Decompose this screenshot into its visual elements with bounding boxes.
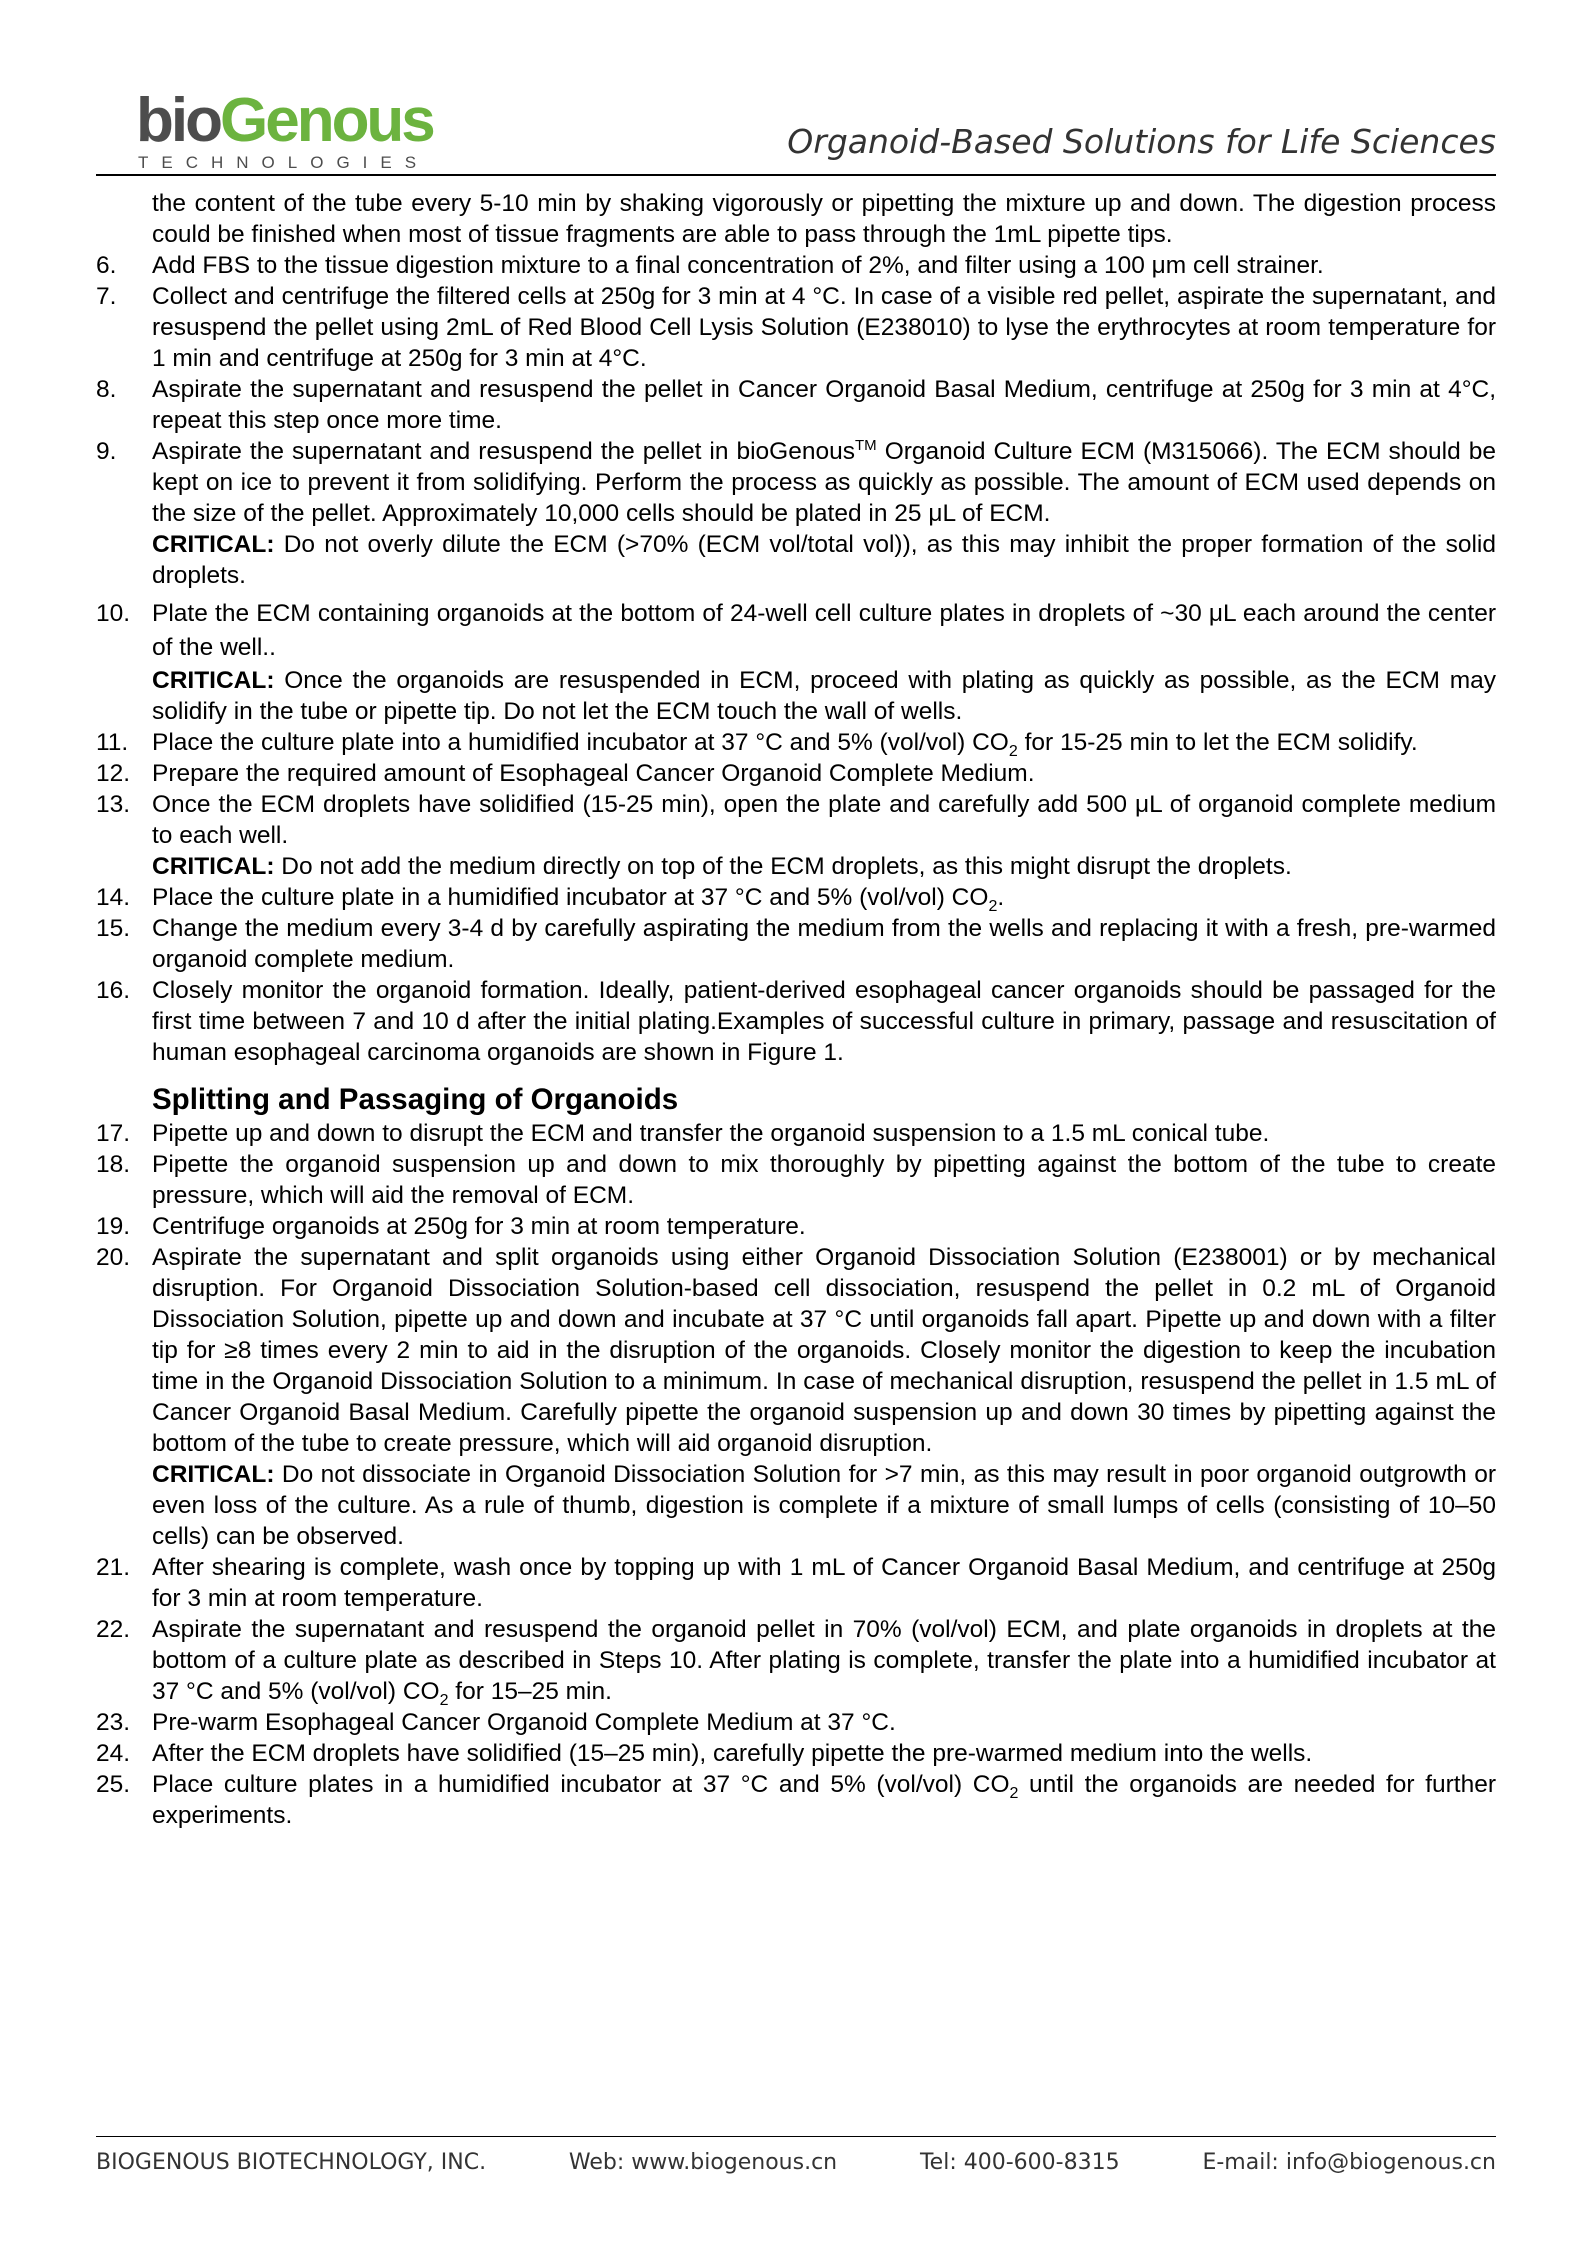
step-number: 8.: [96, 376, 117, 403]
step-23: [96, 1707, 1496, 1738]
logo-bio: bio: [136, 86, 220, 155]
step-number: 6.: [96, 252, 117, 279]
step-24: [96, 1738, 1496, 1769]
step-13-critical: [96, 851, 1496, 882]
step-number: 21.: [96, 1554, 131, 1581]
critical-text: Do not dissociate in Organoid Dissociation Solution for >7 min, as this may result in poor organoid outgrowth or even loss of the culture. As a rule of thumb, digestion is complete if a mixture of small lumps of cells (consisting of 10–50 cells) can be observed.: [152, 1461, 1496, 1550]
step-text: Pipette up and down to disrupt the ECM and transfer the organoid suspension to a 1.5 mL conical tube.: [152, 1120, 1270, 1147]
step-number: 7.: [96, 283, 117, 310]
step-text-cont: .: [997, 884, 1005, 911]
logo-genous: Genous: [219, 86, 433, 155]
step-10: [96, 597, 1496, 665]
subscript: 2: [439, 1691, 449, 1709]
step-9-critical: [96, 529, 1496, 591]
step-18: [96, 1149, 1496, 1211]
page-footer: [96, 2150, 1496, 2175]
biogenous-logo: [136, 86, 433, 172]
step-17: [96, 1118, 1496, 1149]
step-text-cont: until the organoids are needed for further experiments.: [152, 1771, 1496, 1829]
step-number: 19.: [96, 1213, 131, 1240]
intro-continuation: the content of the tube every 5-10 min by shaking vigorously or pipetting the mixture up and down. The digestion process could be finished when most of tissue fragments are able to pass through the 1mL pipette tips.: [152, 190, 1496, 248]
logo-wordmark: [136, 86, 433, 155]
step-text: Change the medium every 3-4 d by carefully aspirating the medium from the wells and replacing it with a fresh, pre-warmed organoid complete medium.: [152, 915, 1496, 973]
step-10-critical: [96, 665, 1496, 727]
step-16: [96, 975, 1496, 1068]
step-number: 23.: [96, 1709, 131, 1736]
step-12: [96, 758, 1496, 789]
step-text: Aspirate the supernatant and resuspend the organoid pellet in 70% (vol/vol) ECM, and plate organoids in droplets at the bottom of a culture plate as described in Steps 10. After plating is complete, transfer the plate into a humidified incubator at 37 °C and 5% (vol/vol) CO: [152, 1616, 1496, 1705]
step-number: 25.: [96, 1771, 131, 1798]
step-text: After the ECM droplets have solidified (15–25 min), carefully pipette the pre-warmed medium into the wells.: [152, 1740, 1313, 1767]
step-7: [96, 281, 1496, 374]
step-text: Pre-warm Esophageal Cancer Organoid Complete Medium at 37 °C.: [152, 1709, 896, 1736]
step-number: 15.: [96, 915, 131, 942]
step-20: [96, 1242, 1496, 1459]
step-22: [96, 1614, 1496, 1707]
subscript: 2: [1008, 742, 1018, 760]
step-text-cont: for 15-25 min to let the ECM solidify.: [1017, 729, 1418, 756]
critical-label: CRITICAL:: [152, 853, 275, 880]
step-number: 9.: [96, 438, 117, 465]
footer-email: E-mail: info@biogenous.cn: [1202, 2150, 1496, 2175]
step-text: Place the culture plate in a humidified incubator at 37 °C and 5% (vol/vol) CO: [152, 884, 989, 911]
section-title: Splitting and Passaging of Organoids: [152, 1083, 679, 1116]
subscript: 2: [988, 897, 998, 915]
step-number: 13.: [96, 791, 131, 818]
footer-company: BIOGENOUS BIOTECHNOLOGY, INC.: [96, 2150, 487, 2175]
footer-tel: Tel: 400-600-8315: [919, 2150, 1120, 2175]
step-number: 20.: [96, 1244, 131, 1271]
step-number: 16.: [96, 977, 131, 1004]
step-text: Closely monitor the organoid formation. Ideally, patient-derived esophageal cancer organoids should be passaged for the first time between 7 and 10 d after the initial plating.Examples of successful culture in primary, passage and resuscitation of human esophageal carcinoma organoids are shown in Figure 1.: [152, 977, 1496, 1066]
step-11: [96, 727, 1496, 758]
step-13: [96, 789, 1496, 851]
step-15: [96, 913, 1496, 975]
step-number: 22.: [96, 1616, 131, 1643]
trademark-sup: TM: [855, 436, 877, 454]
critical-text: Once the organoids are resuspended in ECM, proceed with plating as quickly as possible, as the ECM may solidify in the tube or pipette tip. Do not let the ECM touch the wall of wells.: [152, 667, 1496, 725]
step-21: [96, 1552, 1496, 1614]
step-text: Add FBS to the tissue digestion mixture to a final concentration of 2%, and filter using a 100 μm cell strainer.: [152, 252, 1324, 279]
critical-text: Do not overly dilute the ECM (>70% (ECM vol/total vol)), as this may inhibit the proper formation of the solid droplets.: [152, 531, 1496, 589]
page-header: [96, 86, 1496, 174]
step-19: [96, 1211, 1496, 1242]
step-text: Once the ECM droplets have solidified (15-25 min), open the plate and carefully add 500 μL of organoid complete medium to each well.: [152, 791, 1496, 849]
critical-label: CRITICAL:: [152, 667, 275, 694]
step-text: Place culture plates in a humidified incubator at 37 °C and 5% (vol/vol) CO: [152, 1771, 1010, 1798]
critical-label: CRITICAL:: [152, 531, 275, 558]
step-number: 24.: [96, 1740, 131, 1767]
step-number: 14.: [96, 884, 131, 911]
step-text: Pipette the organoid suspension up and down to mix thoroughly by pipetting against the bottom of the tube to create pressure, which will aid the removal of ECM.: [152, 1151, 1496, 1209]
step-text-cont: for 15–25 min.: [448, 1678, 612, 1705]
step-text-cont: Organoid Culture ECM (M315066). The ECM should be kept on ice to prevent it from solidifying. Perform the process as quickly as possible. The amount of ECM used depends on the size of the pellet. Approximately 10,000 cells should be plated in 25 μL of ECM.: [152, 438, 1496, 527]
step-20-critical: [96, 1459, 1496, 1552]
subscript: 2: [1009, 1784, 1019, 1802]
step-number: 18.: [96, 1151, 131, 1178]
step-text: After shearing is complete, wash once by topping up with 1 mL of Cancer Organoid Basal Medium, and centrifuge at 250g for 3 min at room temperature.: [152, 1554, 1496, 1612]
step-text: Aspirate the supernatant and split organoids using either Organoid Dissociation Solution (E238001) or by mechanical disruption. For Organoid Dissociation Solution-based cell dissociation, resuspend the pellet in 0.2 mL of Organoid Dissociation Solution, pipette up and down and incubate at 37 °C until organoids fall apart. Pipette up and down with a filter tip for ≥8 times every 2 min to aid in the disruption of the organoids. Closely monitor the digestion to keep the incubation time in the Organoid Dissociation Solution to a minimum. In case of mechanical disruption, resuspend the pellet in 1.5 mL of Cancer Organoid Basal Medium. Carefully pipette the organoid suspension up and down 30 times by pipetting against the bottom of the tube to create pressure, which will aid organoid disruption.: [152, 1244, 1496, 1457]
step-number: 12.: [96, 760, 131, 787]
critical-text: Do not add the medium directly on top of the ECM droplets, as this might disrupt the droplets.: [274, 853, 1292, 880]
header-tagline: Organoid-Based Solutions for Life Sciences: [787, 122, 1496, 161]
header-divider: [96, 174, 1496, 176]
step-text: Aspirate the supernatant and resuspend the pellet in Cancer Organoid Basal Medium, centrifuge at 250g for 3 min at 4°C, repeat this step once more time.: [152, 376, 1496, 434]
step-number: 11.: [96, 729, 129, 756]
step-14: [96, 882, 1496, 913]
step-text: Plate the ECM containing organoids at the bottom of 24-well cell culture plates in droplets of ~30 μL each around the center of the well..: [152, 600, 1496, 661]
step-6: [96, 250, 1496, 281]
document-body: [96, 188, 1496, 1831]
step-9: [96, 436, 1496, 529]
step-text: Aspirate the supernatant and resuspend the pellet in bioGenous: [152, 438, 855, 465]
footer-web: Web: www.biogenous.cn: [568, 2150, 838, 2175]
step-text: Place the culture plate into a humidified incubator at 37 °C and 5% (vol/vol) CO: [152, 729, 1009, 756]
critical-label: CRITICAL:: [152, 1461, 275, 1488]
step-text: Prepare the required amount of Esophageal Cancer Organoid Complete Medium.: [152, 760, 1035, 787]
step-text: Centrifuge organoids at 250g for 3 min at room temperature.: [152, 1213, 806, 1240]
logo-subtitle: TECHNOLOGIES: [138, 153, 430, 172]
step-text: Collect and centrifuge the filtered cells at 250g for 3 min at 4 °C. In case of a visible red pellet, aspirate the supernatant, and resuspend the pellet using 2mL of Red Blood Cell Lysis Solution (E238010) to lyse the erythrocytes at room temperature for 1 min and centrifuge at 250g for 3 min at 4°C.: [152, 283, 1496, 372]
step-number: 10.: [96, 600, 131, 627]
footer-divider: [96, 2136, 1496, 2137]
step-8: [96, 374, 1496, 436]
step-25: [96, 1769, 1496, 1831]
step-number: 17.: [96, 1120, 131, 1147]
